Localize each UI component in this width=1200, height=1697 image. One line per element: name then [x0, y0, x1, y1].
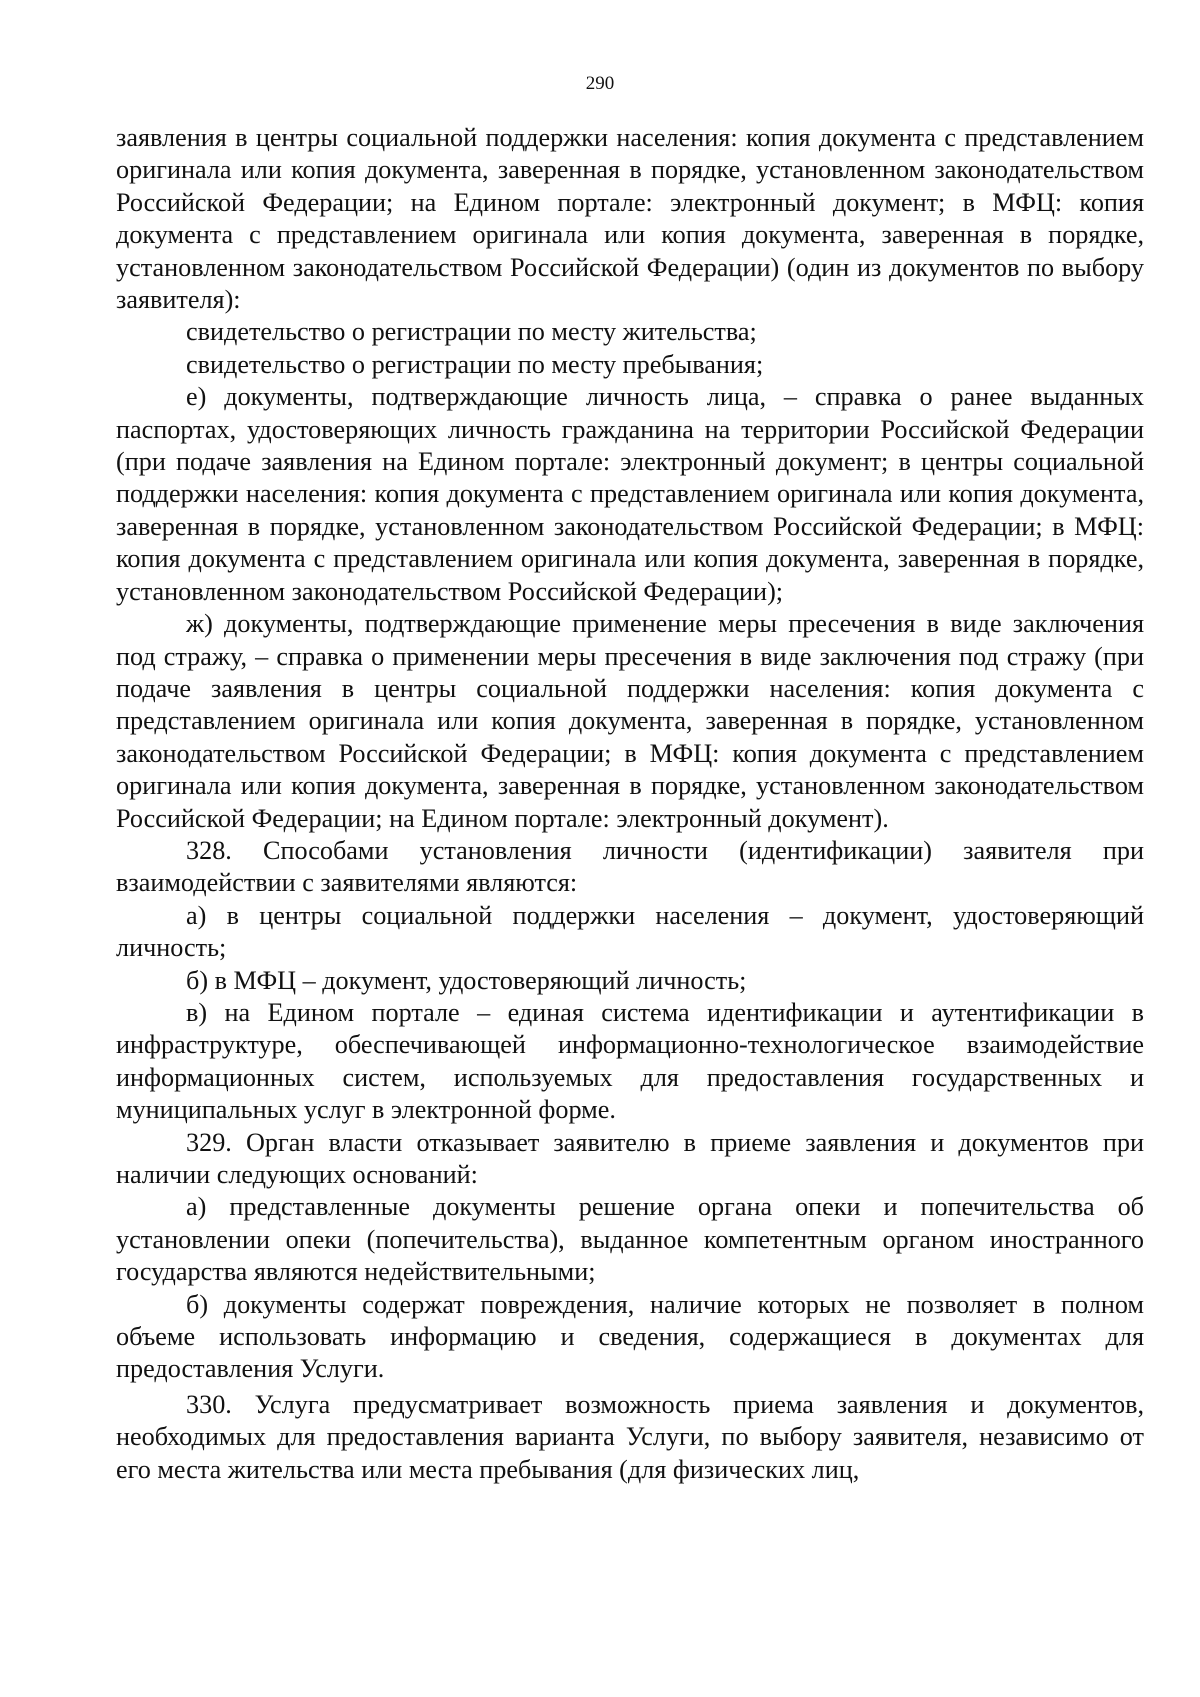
paragraph-item-zh: ж) документы, подтверждающие применение меры пресечения в виде заключения под стражу, – справка о применении меры пресечения в виде заключения под стражу (при подаче заявления в центры социальной поддержки населения: копия документа с представлением оригинала или копия документа, заверенная в порядке, установленном законодательством Российской Федерации; в МФЦ: копия документа с представлением оригинала или копия документа, заверенная в порядке, установленном законодательством Российской Федерации; на Едином портале: электронный документ).: [116, 609, 1144, 833]
paragraph-328-v: в) на Едином портале – единая система идентификации и аутентификации в инфраструктуре, обеспечивающей информационно-технологическое взаимодействие информационных систем, используемых для предоставления государственных и муниципальных услуг в электронной форме.: [116, 997, 1144, 1125]
paragraph-item-e: е) документы, подтверждающие личность лица, – справка о ранее выданных паспортах, удостоверяющих личность гражданина на территории Российской Федерации (при подаче заявления на Едином портале: электронный документ; в центры социальной поддержки населения: копия документа с представлением оригинала или копия документа, заверенная в порядке, установленном законодательством Российской Федерации; в МФЦ: копия документа с представлением оригинала или копия документа, заверенная в порядке, установленном законодательством Российской Федерации);: [116, 382, 1144, 606]
paragraph-stay-certificate: свидетельство о регистрации по месту пребывания;: [186, 349, 764, 379]
paragraph-329-b: б) документы содержат повреждения, наличие которых не позволяет в полном объеме использовать информацию и сведения, содержащиеся в документах для предоставления Услуги.: [116, 1289, 1144, 1384]
document-body: [116, 122, 1144, 1486]
paragraph-329-a: а) представленные документы решение органа опеки и попечительства об установлении опеки (попечительства), выданное компетентным органом иностранного государства являются недействительными;: [116, 1192, 1144, 1287]
paragraph-329: 329. Орган власти отказывает заявителю в приеме заявления и документов при наличии следующих оснований:: [116, 1127, 1144, 1189]
paragraph-328-a: а) в центры социальной поддержки населения – документ, удостоверяющий личность;: [116, 900, 1144, 963]
paragraph-330: 330. Услуга предусматривает возможность приема заявления и документов, необходимых для предоставления варианта Услуги, по выбору заявителя, независимо от его места жительства или места пребывания (для физических лиц,: [116, 1389, 1144, 1484]
paragraph-continuation: заявления в центры социальной поддержки населения: копия документа с представлением оригинала или копия документа, заверенная в порядке, установленном законодательством Российской Федерации; на Едином портале: электронный документ; в МФЦ: копия документа с представлением оригинала или копия документа, заверенная в порядке, установленном законодательством Российской Федерации) (один из документов по выбору заявителя):: [116, 123, 1144, 315]
paragraph-328-b: б) в МФЦ – документ, удостоверяющий личность;: [186, 965, 747, 995]
page-number: 290: [585, 73, 615, 94]
paragraph-residence-certificate: свидетельство о регистрации по месту жительства;: [186, 317, 757, 347]
paragraph-328: 328. Способами установления личности (идентификации) заявителя при взаимодействии с заявителями являются:: [116, 835, 1144, 898]
